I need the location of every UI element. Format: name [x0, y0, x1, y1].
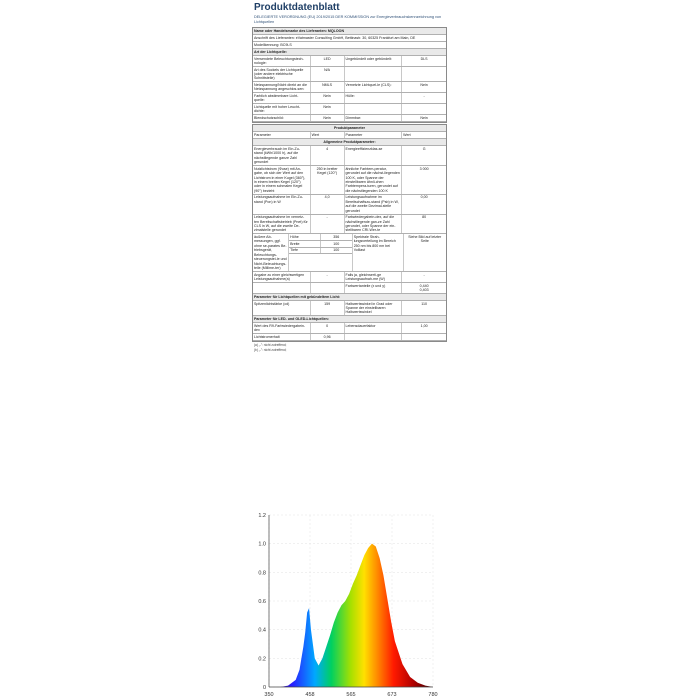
cell: Nein	[420, 116, 428, 120]
general-params-title: Allgemeine Produktparameter:	[323, 140, 376, 144]
lightsource-row	[253, 82, 446, 93]
y-tick-label: 1.2	[258, 513, 266, 519]
cell: -	[311, 272, 345, 282]
led-row	[253, 334, 446, 341]
cell	[402, 67, 446, 81]
dimension-items	[289, 234, 352, 254]
cell: Verwendete Beleuchtungstech-nologie:	[253, 56, 311, 66]
param-row	[253, 146, 446, 166]
lightsource-type-rows	[253, 56, 446, 122]
footnotes	[252, 343, 447, 352]
param-row	[253, 195, 446, 215]
cell: Halbwertswinkel in Grad oder Spanne der einstellbaren Halbwertswinkel	[345, 301, 403, 315]
lightsource-row	[253, 93, 446, 104]
cell: Netzspannung/Nicht direkt an die Netzspannung angeschlos-sen:	[253, 82, 311, 92]
dimension-value: 100	[333, 248, 340, 253]
cell: 110	[421, 301, 427, 306]
cell: Leistungsaufnahme im Ein-Zu-stand (Pon) in W	[253, 195, 311, 214]
param-row	[253, 215, 446, 235]
spectral-param: Spektrale Strah-lungsverteilung im Bereich 250 nm bis 800 nm bei Volllast	[353, 234, 404, 270]
cell: Farblich abstimmbare Licht-quelle:	[253, 93, 311, 103]
lightsource-row	[253, 104, 446, 115]
y-tick-label: 0.2	[258, 656, 266, 663]
cell: Falls ja, gleichwerti-ge Leistungsaufnah-me (W)	[345, 272, 403, 282]
cell: Spitzenlichtstärke (cd)	[253, 301, 311, 315]
dimension-value: 356	[333, 235, 340, 240]
cell: -	[423, 272, 425, 277]
cell: Energieeffizienzklas-se	[345, 146, 403, 165]
dimension-name: Breite	[289, 241, 321, 247]
x-tick-label: 350	[264, 692, 274, 698]
column-header: Parameter	[345, 132, 403, 138]
led-rows	[253, 323, 446, 341]
product-params-table	[252, 124, 447, 342]
led-title: Parameter für LED- und OLED-Lichtquellen:	[254, 316, 329, 321]
cell: Wert des R9-Farbwiedergabein-dex	[253, 323, 311, 333]
x-tick-label: 673	[387, 692, 397, 698]
cell: N/A	[311, 67, 345, 81]
spectrum-area	[269, 544, 433, 687]
cell: Lichtquelle mit hoher Leucht-dichte:	[253, 104, 311, 114]
column-headers	[253, 132, 446, 139]
cell: G	[422, 147, 426, 151]
directed-rows	[253, 301, 446, 316]
cell: 80	[422, 215, 427, 220]
lightsource-type-title: Art der Lichtquelle:	[254, 49, 287, 54]
cell: 3 000	[419, 166, 429, 171]
cell: Leistungsaufnahme im vernetz-ten Bereitschaftsbetrieb (Pnet) für CLS in W, auf die zweite De-zimalstelle gerundet	[253, 215, 311, 234]
cell	[345, 104, 403, 114]
cell: Lebensdauerfaktor	[345, 323, 403, 333]
cell	[402, 334, 446, 340]
cell: Ungebündelt oder gebündelt:	[345, 56, 403, 66]
general-params-rows	[253, 146, 446, 234]
dimensions-row	[253, 234, 446, 271]
dimensions-label: äußere Ab-messungen, ggf. ohne se-parates Be-triebsgerät, Beleuchtungs-steuerungstei-le und Nicht-Beleuchtungs-teile (Millime-ter)	[253, 234, 289, 270]
cell: 0,00	[420, 195, 428, 200]
cell: Nutzlichtstrom (Φuse) mit An-gabe, ob sich der Wert auf den Lichtstrom in einer Kugel (360°), in einem breiten Kegel (120°) oder in einem schmalen Kegel (90°) bezieht	[253, 166, 311, 194]
supplier-address: Anschrift des Lieferanten: eVatmaster Consulting GmbH, Bettinastr. 30, 60325 Frankfurt am Main, DE	[254, 35, 416, 40]
y-tick-label: 1.0	[258, 541, 266, 548]
led-row	[253, 323, 446, 334]
lightsource-row	[253, 115, 446, 122]
cell: Nein	[311, 104, 345, 114]
cell: Farbwiedergabein-dex, auf die nächstliegende gan-ze Zahl gerundet, oder Spanne der ein-stellbaren CRI-Wer-te	[345, 215, 403, 234]
cell	[311, 283, 345, 293]
y-tick-label: 0	[262, 685, 266, 691]
cell: 0,96	[311, 334, 345, 340]
chroma-row	[253, 283, 446, 294]
cell: 0,440 0,403	[419, 283, 429, 292]
footnote: (a) „-": nicht zutreffend;	[254, 343, 287, 348]
cell: -	[423, 94, 425, 98]
cell: Blendschutzschild:	[253, 115, 311, 121]
cell: NMLS	[311, 82, 345, 92]
cell: Art des Sockels der Lichtquelle (oder andere elektrische Schnittstelle)	[253, 67, 311, 81]
cell: -	[311, 215, 345, 234]
x-tick-label: 458	[305, 692, 315, 698]
directed-row	[253, 301, 446, 316]
cell: ähnliche Farbtem-peratur, gerundet auf die nächst-liegenden 100 K, oder Spanne der einstellbaren ähnli-chen Farbtempera-turen, gerundet auf die nächstliegenden 100 K	[345, 166, 403, 194]
x-tick-label: 565	[346, 692, 356, 698]
dimension-value: 100	[333, 241, 340, 246]
directed-title: Parameter für Lichtquellen mit gebündeltem Licht:	[254, 294, 341, 299]
cell: Vernetzte Lichtquel-le (CLS):	[345, 82, 403, 92]
cell: Farbwertanteile (x und y)	[345, 283, 403, 293]
cell	[345, 334, 403, 340]
cell: 1,00	[420, 323, 428, 328]
cell: Leistungsaufnahme im Bereitschaftszu-stand (Psb) in W, auf die zweite Dezimal-stelle gerundet	[345, 195, 403, 214]
cell: 159	[311, 301, 345, 315]
cell: 4	[311, 146, 345, 165]
cell: DLS	[420, 56, 428, 61]
page-title: Produktdatenblatt	[254, 2, 340, 13]
regulation-subtitle: DELEGIERTE VERORDNUNG (EU) 2019/2015 DER KOMMISSION zur Energieverbrauchskennzeichnung von Lichtquellen	[254, 15, 442, 24]
lightsource-row	[253, 56, 446, 67]
cell: Hülle:	[345, 93, 403, 103]
column-header: Parameter	[253, 132, 311, 138]
product-datasheet	[252, 0, 447, 498]
cell: Angabe zu einer gleichwertigen Leistungsaufnahme(a)	[253, 272, 311, 282]
product-params-title: Produktparameter	[334, 126, 365, 130]
cell: Lichtstromerhalt	[253, 334, 311, 340]
cell: Nein	[311, 115, 345, 121]
spectrum-chart	[245, 505, 445, 700]
spectral-value: Siehe Bild auf letzter Seite	[408, 235, 442, 244]
supplier-brand: Name oder Handelsmarke des Lieferanten: MQLOON	[254, 28, 345, 33]
y-tick-label: 0.6	[258, 599, 266, 605]
cell	[345, 67, 403, 81]
power-row	[253, 272, 446, 283]
cell: Dimmbar:	[345, 115, 403, 121]
lightsource-row	[253, 67, 446, 82]
param-row	[253, 166, 446, 195]
dimension-item	[289, 241, 352, 248]
cell: 0	[311, 323, 345, 333]
y-tick-label: 0.8	[258, 570, 266, 577]
cell: Nein	[420, 83, 428, 87]
y-tick-label: 0.4	[258, 627, 266, 634]
cell: 250 in breiter Kegel (120°)	[311, 166, 345, 194]
column-header: Wert	[403, 133, 411, 137]
cell	[402, 104, 446, 114]
supplier-table	[252, 27, 447, 123]
column-header: Wert	[311, 132, 345, 138]
model-id: Modellkennung: BC9LS	[254, 42, 292, 47]
cell: 4,0	[311, 195, 345, 214]
footnote: (b) „-": nicht zutreffend;	[254, 348, 287, 353]
dimension-item	[289, 248, 352, 255]
cell: Nein	[311, 93, 345, 103]
dimension-name: Höhe	[289, 234, 321, 240]
dimension-item	[289, 234, 352, 241]
misc-rows	[253, 272, 446, 294]
x-tick-label: 780	[428, 692, 438, 698]
cell	[253, 283, 311, 293]
cell: LED	[311, 56, 345, 66]
cell: Energieverbrauch im Ein-Zu-stand (kWh/1000 h), auf die nächstliegende ganze Zahl gerundet	[253, 146, 311, 165]
dimension-name: Tiefe	[289, 248, 321, 254]
